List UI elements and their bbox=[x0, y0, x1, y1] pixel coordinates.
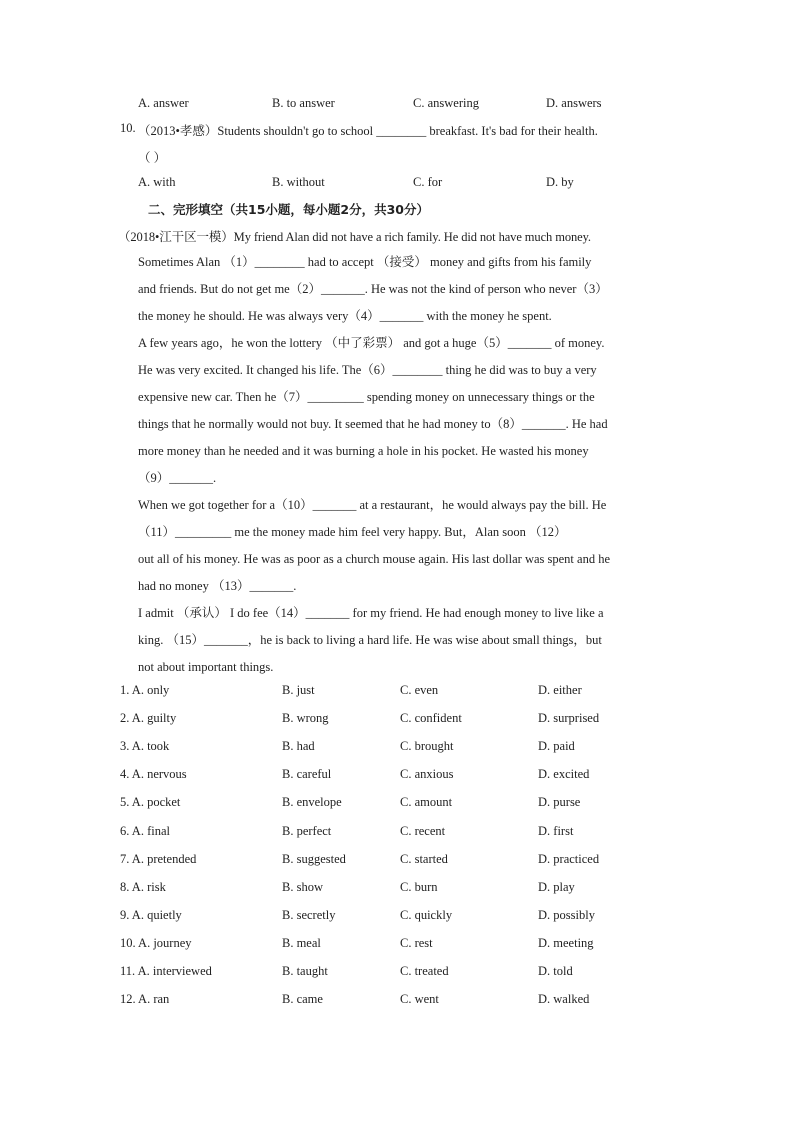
question-row-11 bbox=[120, 964, 680, 984]
question-2-option-c: C. confident bbox=[400, 711, 462, 725]
question-9-option-b: B. secretly bbox=[282, 908, 336, 922]
question-7-option-d: D. practiced bbox=[538, 852, 600, 866]
question-7-option-a: 7. A. pretended bbox=[120, 852, 197, 866]
question-11-option-c: C. treated bbox=[400, 964, 449, 978]
question-4-option-a: 4. A. nervous bbox=[120, 767, 187, 781]
q9-option-c: C. answering bbox=[413, 96, 479, 110]
question-2-option-b: B. wrong bbox=[282, 711, 329, 725]
q9-option-d: D. answers bbox=[546, 96, 602, 110]
question-row-2 bbox=[120, 711, 680, 731]
question-5-option-c: C. amount bbox=[400, 795, 453, 809]
question-8-option-d: D. play bbox=[538, 880, 575, 894]
passage-line: the money he should. He was always very（4）_______ with the money he spent. bbox=[138, 309, 552, 323]
cloze-passage bbox=[138, 249, 674, 681]
question-row-5 bbox=[120, 795, 680, 815]
question-10-option-d: D. meeting bbox=[538, 936, 594, 950]
passage-line: king. （15）_______，he is back to living a hard life. He was wise about small things，but bbox=[138, 633, 602, 647]
passage-line: （11）_________ me the money made him feel very happy. But，Alan soon （12） bbox=[138, 525, 567, 539]
passage-line: A few years ago，he won the lottery （中了彩票） and got a huge（5）_______ of money. bbox=[138, 336, 605, 350]
question-6-option-c: C. recent bbox=[400, 824, 446, 838]
question-row-8 bbox=[120, 880, 680, 900]
question-row-12 bbox=[120, 992, 680, 1012]
q10-answer-bracket: （ ） bbox=[138, 151, 167, 165]
question-row-7 bbox=[120, 852, 680, 872]
q10-option-c: C. for bbox=[413, 175, 443, 189]
question-10-option-b: B. meal bbox=[282, 936, 321, 950]
q9-options bbox=[138, 96, 678, 116]
passage-line: more money than he needed and it was burning a hole in his pocket. He wasted his money bbox=[138, 444, 589, 458]
q10-option-a: A. with bbox=[138, 175, 176, 189]
q10-options bbox=[138, 175, 678, 195]
q10-number: 10. bbox=[120, 121, 136, 135]
question-9-option-c: C. quickly bbox=[400, 908, 453, 922]
question-row-6 bbox=[120, 824, 680, 844]
question-row-4 bbox=[120, 767, 680, 787]
question-12-option-a: 12. A. ran bbox=[120, 992, 170, 1006]
question-8-option-c: C. burn bbox=[400, 880, 438, 894]
question-3-option-b: B. had bbox=[282, 739, 315, 753]
question-3-option-d: D. paid bbox=[538, 739, 575, 753]
question-6-option-b: B. perfect bbox=[282, 824, 332, 838]
question-8-option-a: 8. A. risk bbox=[120, 880, 166, 894]
question-11-option-b: B. taught bbox=[282, 964, 328, 978]
passage-line: I admit （承认） I do fee（14）_______ for my friend. He had enough money to live like a bbox=[138, 606, 604, 620]
q9-option-a: A. answer bbox=[138, 96, 189, 110]
q10-option-d: D. by bbox=[546, 175, 574, 189]
passage-line: expensive new car. Then he（7）_________ spending money on unnecessary things or the bbox=[138, 390, 595, 404]
question-4-option-b: B. careful bbox=[282, 767, 332, 781]
q10-text: （2013•孝感）Students shouldn't go to school ________ breakfast. It's bad for their health. bbox=[138, 124, 598, 138]
section-heading-cloze: 二、完形填空（共15小题，每小题2分，共30分） bbox=[148, 202, 429, 217]
question-7-option-c: C. started bbox=[400, 852, 448, 866]
question-12-option-d: D. walked bbox=[538, 992, 590, 1006]
passage-line: Sometimes Alan （1）________ had to accept （接受） money and gifts from his family bbox=[138, 255, 592, 269]
passage-line: not about important things. bbox=[138, 660, 274, 674]
question-row-9 bbox=[120, 908, 680, 928]
question-6-option-d: D. first bbox=[538, 824, 574, 838]
question-5-option-d: D. purse bbox=[538, 795, 581, 809]
question-3-option-c: C. brought bbox=[400, 739, 454, 753]
question-row-10 bbox=[120, 936, 680, 956]
question-row-1 bbox=[120, 683, 680, 703]
passage-line: things that he normally would not buy. It seemed that he had money to（8）_______. He had bbox=[138, 417, 608, 431]
question-3-option-a: 3. A. took bbox=[120, 739, 170, 753]
question-4-option-d: D. excited bbox=[538, 767, 590, 781]
question-11-option-a: 11. A. interviewed bbox=[120, 964, 212, 978]
question-6-option-a: 6. A. final bbox=[120, 824, 170, 838]
q9-option-b: B. to answer bbox=[272, 96, 335, 110]
question-5-option-b: B. envelope bbox=[282, 795, 342, 809]
passage-line: had no money （13）_______. bbox=[138, 579, 297, 593]
question-4-option-c: C. anxious bbox=[400, 767, 454, 781]
question-10-option-c: C. rest bbox=[400, 936, 433, 950]
question-5-option-a: 5. A. pocket bbox=[120, 795, 181, 809]
question-2-option-a: 2. A. guilty bbox=[120, 711, 177, 725]
question-12-option-c: C. went bbox=[400, 992, 439, 1006]
q10-option-b: B. without bbox=[272, 175, 325, 189]
question-1-option-b: B. just bbox=[282, 683, 315, 697]
passage-line: （9）_______. bbox=[138, 471, 217, 485]
question-2-option-d: D. surprised bbox=[538, 711, 600, 725]
passage-line: He was very excited. It changed his life. The（6）________ thing he did was to buy a very bbox=[138, 363, 597, 377]
question-7-option-b: B. suggested bbox=[282, 852, 346, 866]
question-9-option-a: 9. A. quietly bbox=[120, 908, 182, 922]
question-9-option-d: D. possibly bbox=[538, 908, 595, 922]
question-11-option-d: D. told bbox=[538, 964, 573, 978]
passage-line: and friends. But do not get me（2）_______. He was not the kind of person who never（3） bbox=[138, 282, 608, 296]
passage-line: When we got together for a（10）_______ at a restaurant，he would always pay the bill. He bbox=[138, 498, 607, 512]
passage-line-1: （2018•江干区一模）My friend Alan did not have a rich family. He did not have much money. bbox=[118, 230, 591, 244]
question-10-option-a: 10. A. journey bbox=[120, 936, 192, 950]
passage-line: out all of his money. He was as poor as a church mouse again. His last dollar was spent and he bbox=[138, 552, 610, 566]
question-8-option-b: B. show bbox=[282, 880, 323, 894]
question-row-3 bbox=[120, 739, 680, 759]
question-1-option-c: C. even bbox=[400, 683, 439, 697]
question-1-option-d: D. either bbox=[538, 683, 582, 697]
question-12-option-b: B. came bbox=[282, 992, 323, 1006]
question-1-option-a: 1. A. only bbox=[120, 683, 170, 697]
